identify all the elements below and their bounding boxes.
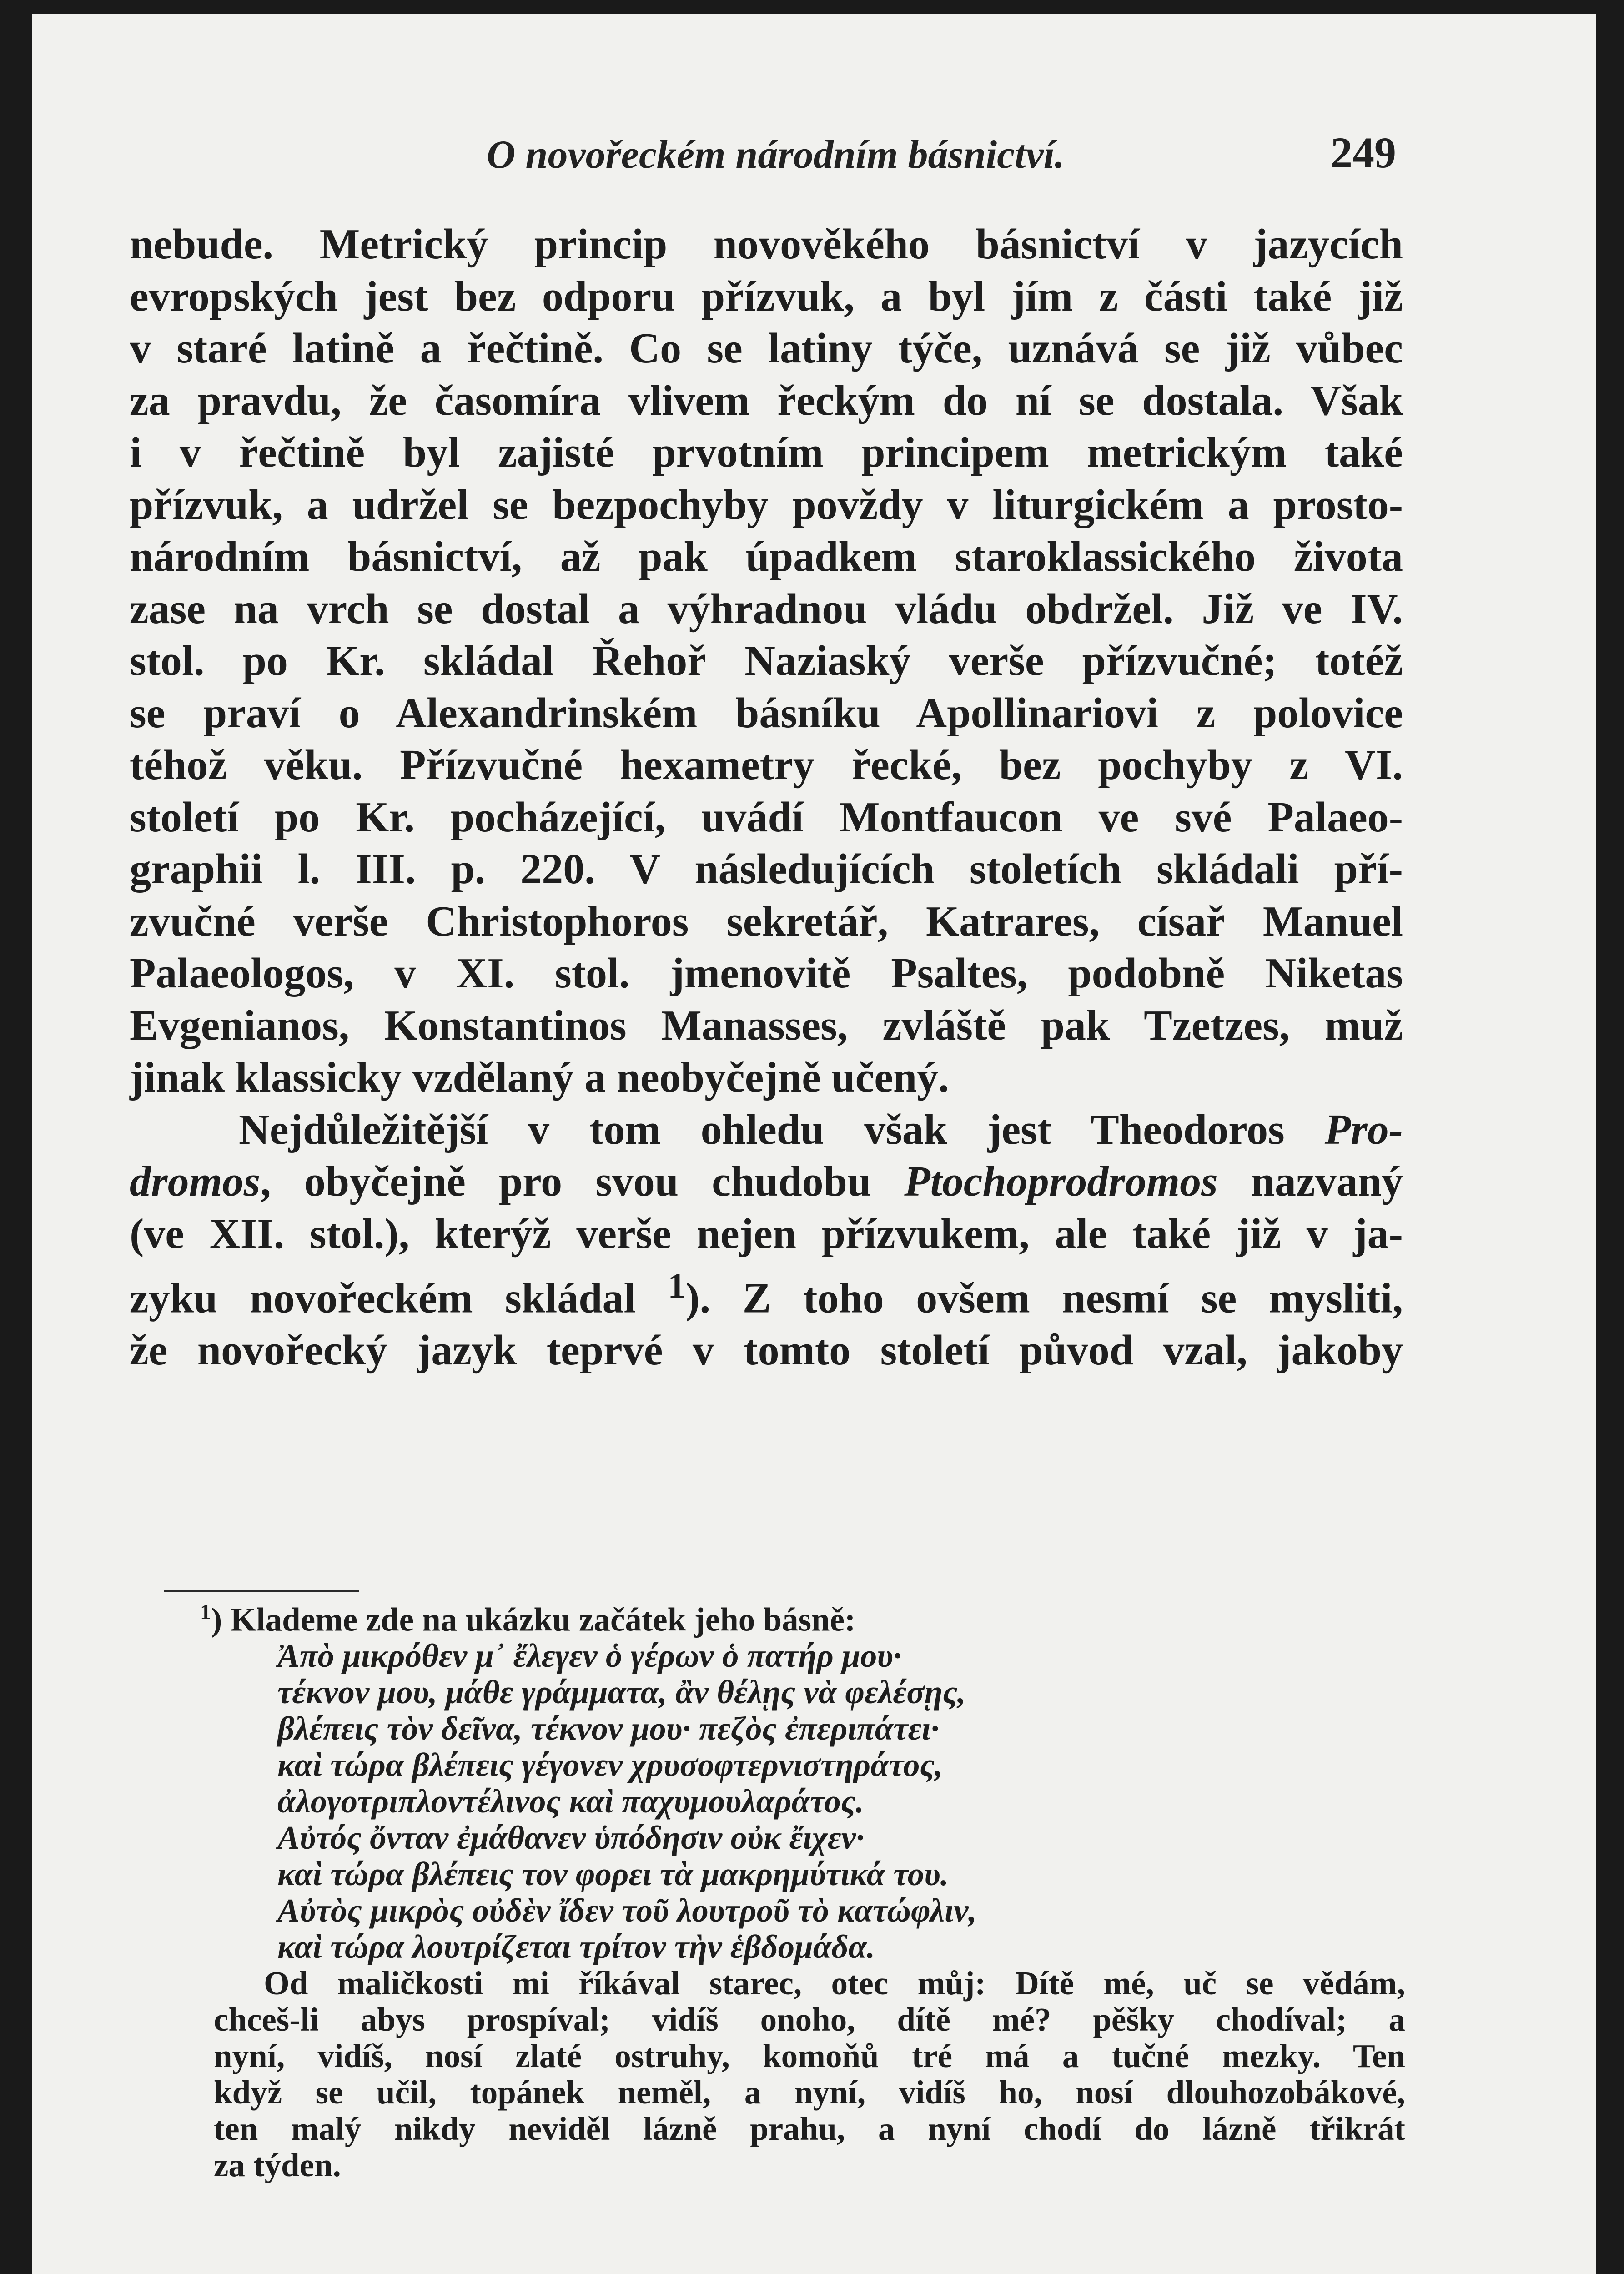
text-line: přízvuk, a udržel se bezpochyby povždy v liturgickém a prosto- (130, 481, 1403, 528)
greek-verse-line: ἀλογοτριπλοντέλινος καὶ παχυμουλαράτος. (277, 1783, 864, 1820)
greek-verse-line: βλέπεις τὸν δεῖνα, τέκνον μου· πεζὸς ἐπεριπάτει· (277, 1710, 939, 1747)
greek-verse-line: Αὐτός ὄνταν ἐμάθανεν ὑπόδησιν οὐκ ἔιχεν· (277, 1819, 865, 1856)
italic-name: Ptochoprodromos (904, 1158, 1218, 1205)
text-line: téhož věku. Přízvučné hexametry řecké, bez pochyby z VI. (130, 741, 1403, 789)
greek-verse-line: τέκνον μου, μάθε γράμματα, ἂν θέλῃς νὰ φελέσῃς, (277, 1674, 966, 1711)
text-line: jinak klassicky vzdělaný a neobyčejně učený. (130, 1054, 949, 1101)
translation-line: když se učil, topánek neměl, a nyní, vidíš ho, nosí dlouhozobákové, (214, 2074, 1405, 2111)
text-line: Evgenianos, Konstantinos Manasses, zvláště pak Tzetzes, muž (130, 1001, 1403, 1049)
text-line: stol. po Kr. skládal Řehoř Naziaský verše přízvučné; totéž (130, 637, 1403, 684)
greek-verse-line: Αὐτὸς μικρὸς οὐδὲν ἴδεν τοῦ λουτροῦ τὸ κατώφλιν, (277, 1892, 977, 1929)
text-line: i v řečtině byl zajisté prvotním principem metrickým také (130, 429, 1403, 476)
running-title: O novořeckém národním básnictví. (487, 133, 1065, 177)
translation-line: ten malý nikdy neviděl lázně prahu, a nyní chodí do lázně třikrát (214, 2110, 1405, 2148)
paragraph-2-line-3: (ve XII. stol.), kterýž verše nejen přízvukem, ale také již v ja- (130, 1210, 1403, 1258)
text-line: v staré latině a řečtině. Co se latiny týče, uznává se již vůbec (130, 325, 1403, 372)
text-run: Nejdůležitější v tom ohledu však jest Theodoros (239, 1106, 1325, 1153)
footnote (200, 1594, 1405, 2184)
italic-name: dromos (130, 1158, 261, 1205)
paragraph-2-line-1 (130, 1104, 1403, 1156)
text-run: zyku novořeckém skládal (130, 1274, 668, 1322)
paragraph-2-line-4 (130, 1260, 1403, 1324)
greek-verse-line: καὶ τώρα βλέπεις τον φορει τὰ μακρημύτικά του. (277, 1856, 949, 1893)
translation-line: chceš-li abys prospíval; vidíš onoho, dítě mé? pěšky chodíval; a (214, 2001, 1405, 2038)
text-line: za pravdu, že časomíra vlivem řeckým do ní se dostala. Však (130, 377, 1403, 424)
footnote-intro-text: ) Klademe zde na ukázku začátek jeho básně: (211, 1601, 856, 1638)
footnote-intro (200, 1594, 1405, 1638)
text-line: graphii l. III. p. 220. V následujících stoletích skládali pří- (130, 845, 1403, 893)
text-run: nazvaný (1217, 1158, 1403, 1205)
greek-verse-line: Ἀπὸ μικρόθεν μ᾽ ἔλεγεν ὁ γέρων ὁ πατήρ μου· (277, 1637, 902, 1675)
translation-line: nyní, vidíš, nosí zlaté ostruhy, komoňů tré má a tučné mezky. Ten (214, 2038, 1405, 2075)
page-header (32, 118, 1596, 177)
text-line: nebude. Metrický princip novověkého básnictví v jazycích (130, 221, 1403, 268)
footnote-marker: 1 (200, 1600, 211, 1624)
paragraph-2-line-5: že novořecký jazyk teprvé v tomto století původ vzal, jakoby (130, 1326, 1403, 1374)
text-line: národním básnictví, až pak úpadkem staroklassického života (130, 533, 1403, 580)
text-run: , obyčejně pro svou chudobu (260, 1158, 905, 1205)
text-line: zvučné verše Christophoros sekretář, Katrares, císař Manuel (130, 897, 1403, 945)
text-line: století po Kr. pocházející, uvádí Montfaucon ve své Palaeo- (130, 793, 1403, 841)
text-run: ). Z toho ovšem nesmí se mysliti, (685, 1274, 1403, 1322)
greek-verse-line: καὶ τώρα βλέπεις γέγονεν χρυσοφτερνιστηράτος, (277, 1746, 943, 1784)
book-page (32, 14, 1596, 2274)
page-number: 249 (1331, 128, 1396, 177)
text-line: Palaeologos, v XI. stol. jmenovitě Psaltes, podobně Niketas (130, 950, 1403, 997)
footnote-reference: 1 (668, 1266, 686, 1305)
text-line: evropských jest bez odporu přízvuk, a byl jím z části také již (130, 272, 1403, 320)
paragraph-2-line-2 (130, 1156, 1403, 1208)
main-text (130, 218, 1403, 1376)
text-line: zase na vrch se dostal a výhradnou vládu obdržel. Již ve IV. (130, 585, 1403, 633)
text-line: se praví o Alexandrinském básníku Apollinariovi z polovice (130, 689, 1403, 737)
greek-verse-line: καὶ τώρα λουτρίζεται τρίτον τὴν ἑβδομάδα. (277, 1928, 875, 1966)
footnote-rule (164, 1590, 359, 1592)
translation-line: Od maličkosti mi říkával starec, otec můj: Dítě mé, uč se vědám, (264, 1965, 1405, 2002)
translation-line: za týden. (214, 2147, 341, 2184)
italic-name: Pro- (1324, 1106, 1403, 1153)
